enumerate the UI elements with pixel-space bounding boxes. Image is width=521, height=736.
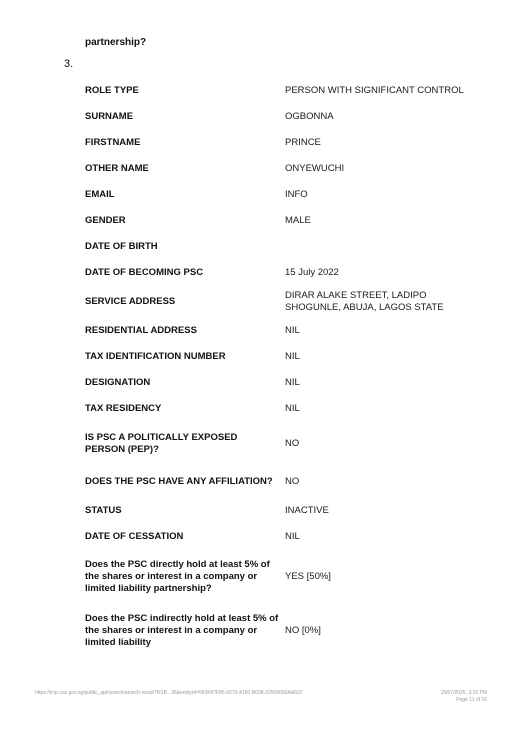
row-label: FIRSTNAME [85, 137, 141, 148]
row-value: NIL [285, 351, 300, 362]
row-label: IS PSC A POLITICALLY EXPOSED PERSON (PEP)? [85, 432, 238, 455]
row-direct-holding [85, 550, 485, 604]
row-service-address [85, 286, 485, 318]
row-label: DOES THE PSC HAVE ANY AFFILIATION? [85, 476, 273, 487]
intro-text: partnership? [85, 37, 147, 48]
row-value: NIL [285, 325, 300, 336]
row-role-type [85, 78, 485, 104]
row-date-of-becoming-psc [85, 260, 485, 286]
row-value: YES [50%] [285, 571, 331, 582]
row-label: Does the PSC indirectly hold at least 5% of the shares or interest in a company or limited liability [85, 613, 279, 648]
row-gender [85, 208, 485, 234]
footer-meta [441, 690, 487, 704]
section-number: 3. [64, 58, 74, 70]
row-firstname [85, 130, 485, 156]
row-value: NIL [285, 531, 300, 542]
row-label: DATE OF BIRTH [85, 241, 158, 252]
row-email [85, 182, 485, 208]
row-value: ONYEWUCHI [285, 163, 345, 174]
row-surname [85, 104, 485, 130]
row-value: NO [285, 438, 300, 449]
row-value: INACTIVE [285, 505, 329, 516]
row-label: RESIDENTIAL ADDRESS [85, 325, 197, 336]
row-affiliation [85, 466, 485, 498]
row-label: DATE OF BECOMING PSC [85, 267, 204, 278]
row-value: NO [285, 476, 300, 487]
row-tax-identification-number [85, 344, 485, 370]
row-indirect-holding [85, 604, 485, 658]
row-value: NIL [285, 377, 300, 388]
row-label: STATUS [85, 505, 122, 516]
row-label: EMAIL [85, 189, 115, 200]
row-tax-residency [85, 396, 485, 422]
row-label: Does the PSC directly hold at least 5% of the shares or interest in a company or limited liability partnership? [85, 559, 270, 594]
row-value: OGBONNA [285, 111, 334, 122]
row-label: TAX IDENTIFICATION NUMBER [85, 351, 226, 362]
row-label: SERVICE ADDRESS [85, 296, 176, 307]
psc-details-table [85, 78, 485, 658]
row-value: PERSON WITH SIGNIFICANT CONTROL [285, 85, 464, 96]
row-label: GENDER [85, 215, 126, 226]
footer-page-number: Page 11 of 16 [456, 697, 487, 703]
row-value: 15 July 2022 [285, 267, 339, 278]
row-date-of-cessation [85, 524, 485, 550]
row-value: INFO [285, 189, 308, 200]
row-residential-address [85, 318, 485, 344]
row-label: SURNAME [85, 111, 134, 122]
footer-url: https://icrp.cac.gov.ng/public_api/search/search-result?RSB...36&entityId=560F87F85-0070-4150-B038-32509680AA607 [35, 690, 303, 696]
row-label: OTHER NAME [85, 163, 149, 174]
row-label: DATE OF CESSATION [85, 531, 184, 542]
row-label: ROLE TYPE [85, 85, 139, 96]
row-designation [85, 370, 485, 396]
row-value: MALE [285, 215, 311, 226]
row-status [85, 498, 485, 524]
row-label: TAX RESIDENCY [85, 403, 162, 414]
row-value: NIL [285, 403, 300, 414]
row-other-name [85, 156, 485, 182]
footer-datetime: 15/07/2025, 3:10 PM [440, 690, 487, 696]
row-politically-exposed [85, 422, 485, 466]
row-date-of-birth [85, 234, 485, 260]
row-value: NO [0%] [285, 625, 321, 636]
row-value: PRINCE [285, 137, 321, 148]
row-label: DESIGNATION [85, 377, 151, 388]
row-value: DIRAR ALAKE STREET, LADIPO SHOGUNLE, ABUJA, LAGOS STATE [285, 290, 444, 313]
